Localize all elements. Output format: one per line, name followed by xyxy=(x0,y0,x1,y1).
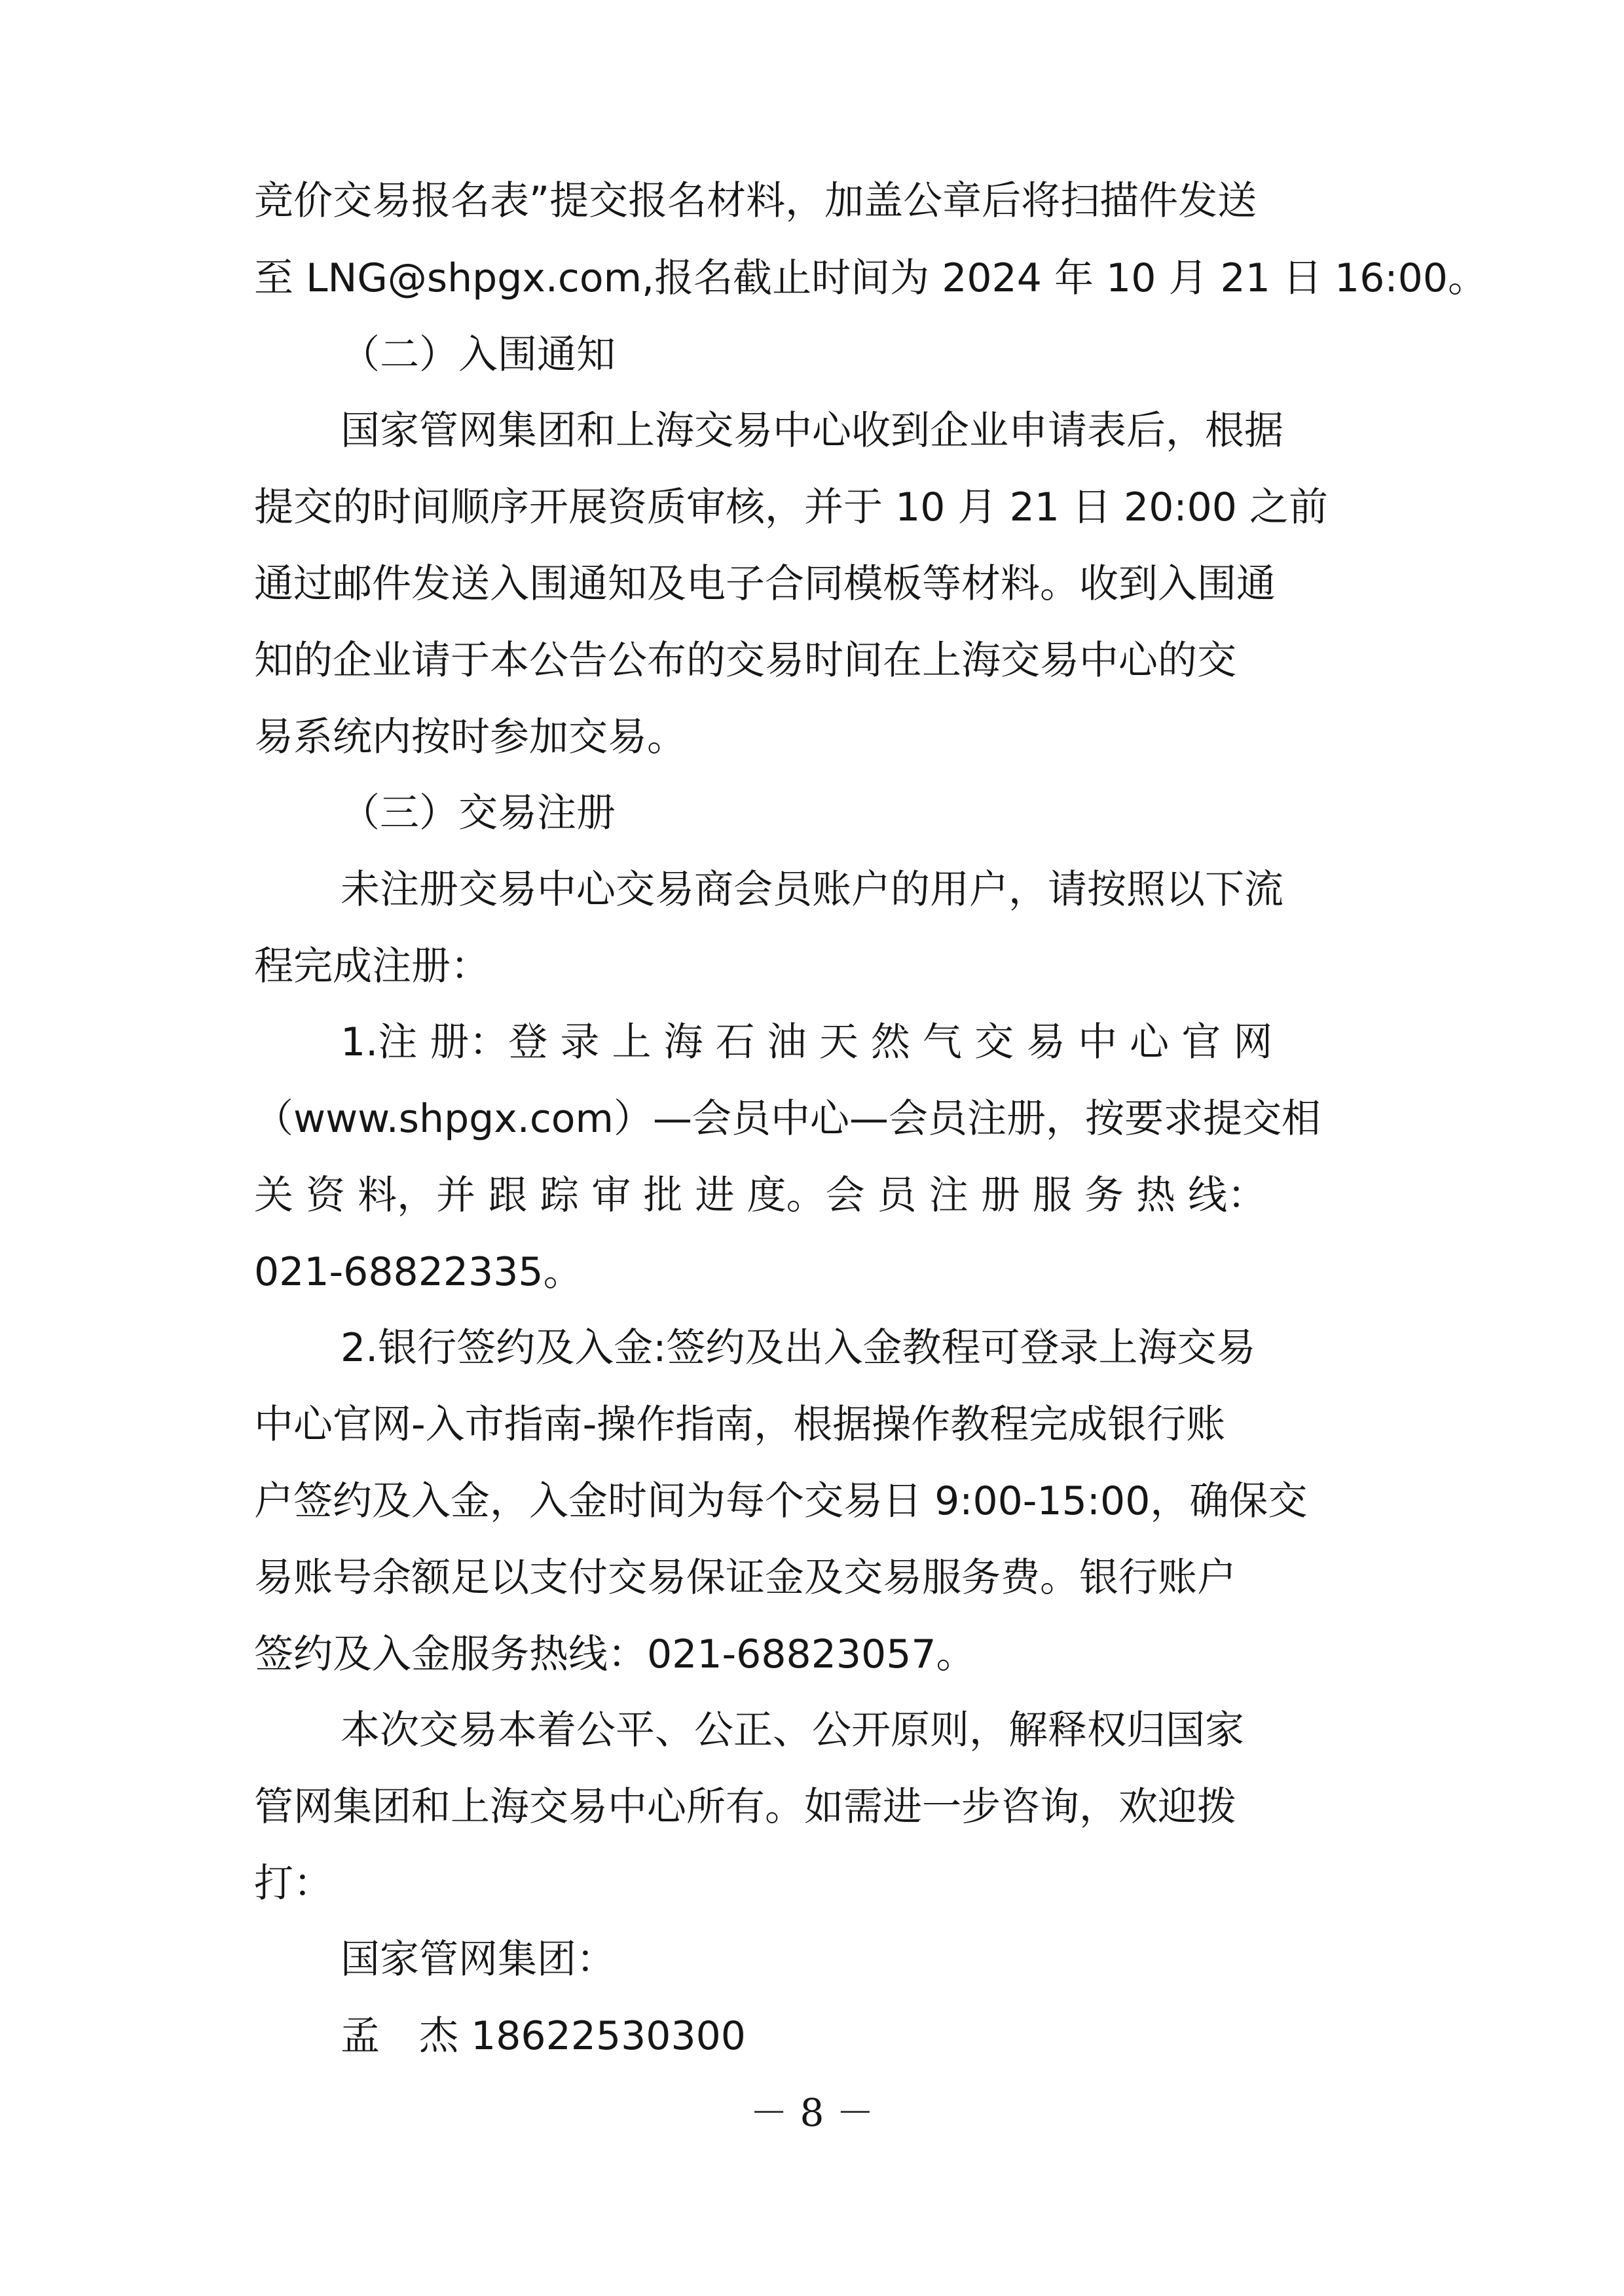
text-line: 国家管网集团和上海交易中心收到企业申请表后，根据 xyxy=(341,408,1283,454)
text-line: 签约及入金服务热线：021-68823057。 xyxy=(254,1631,976,1677)
text-line: 竞价交易报名表”提交报名材料，加盖公章后将扫描件发送 xyxy=(254,178,1257,224)
text-line: 提交的时间顺序开展资质审核，并于 10 月 21 日 20:00 之前 xyxy=(254,484,1329,530)
section-heading-register: （三）交易注册 xyxy=(341,790,616,836)
text-line: 户签约及入金，入金时间为每个交易日 9:00-15:00，确保交 xyxy=(254,1478,1308,1524)
text-line: （www.shpgx.com）—会员中心—会员注册，按要求提交相 xyxy=(254,1096,1321,1142)
text-line: 程完成注册： xyxy=(254,943,490,989)
text-line: 关 资 料，并 跟 踪 审 批 进 度。会 员 注 册 服 务 热 线： xyxy=(254,1173,1267,1218)
text-line: 易账号余额足以支付交易保证金及交易服务费。银行账户 xyxy=(254,1555,1236,1601)
text-line: 本次交易本着公平、公正、公开原则，解释权归国家 xyxy=(341,1707,1244,1753)
text-line: 易系统内按时参加交易。 xyxy=(254,714,686,760)
text-line: 021-68822335。 xyxy=(254,1249,583,1295)
text-line: 至 LNG@shpgx.com,报名截止时间为 2024 年 10 月 21 日 16:00。 xyxy=(254,255,1487,301)
text-line: 中心官网-入市指南-操作指南，根据操作教程完成银行账 xyxy=(254,1402,1226,1448)
text-line: 管网集团和上海交易中心所有。如需进一步咨询，欢迎拨 xyxy=(254,1784,1236,1830)
text-line: 未注册交易中心交易商会员账户的用户，请按照以下流 xyxy=(341,867,1283,913)
text-line: 打： xyxy=(254,1861,333,1906)
text-line: 通过邮件发送入围通知及电子合同模板等材料。收到入围通 xyxy=(254,561,1276,607)
text-line: 2.银行签约及入金:签约及出入金教程可登录上海交易 xyxy=(341,1325,1256,1371)
section-heading-notice: （二）入围通知 xyxy=(341,332,616,378)
page-number: － 8 － xyxy=(750,2090,874,2135)
contact-person: 孟 杰 18622530300 xyxy=(341,2013,746,2059)
contact-organization: 国家管网集团： xyxy=(341,1937,616,1982)
text-line: 1.注 册：登 录 上 海 石 油 天 然 气 交 易 中 心 官 网 xyxy=(341,1019,1273,1065)
text-line: 知的企业请于本公告公布的交易时间在上海交易中心的交 xyxy=(254,638,1236,683)
